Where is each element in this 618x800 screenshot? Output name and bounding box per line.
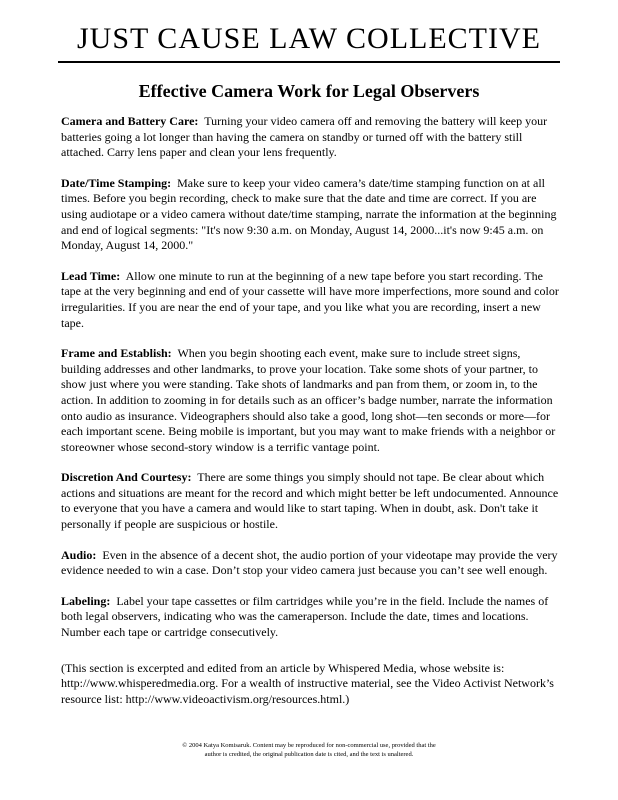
section-discretion-and-courtesy — [61, 470, 559, 532]
section-text: Allow one minute to run at the beginning of a new tape before you start recording. The tape at the very beginning and end of your cassette will have more imperfections, more sound and color irregularities. If you are near the end of your tape, and you like what you are recording, insert a new tape. — [61, 268, 559, 330]
section-labeling — [61, 594, 559, 641]
section-text: There are some things you simply should not tape. Be clear about which actions and situations are meant for the record and which might better be left undocumented. Announce to everyone that you have a camera and would like to start taping. When in doubt, ask. Don't take it personally if people are suspicious or hostile. — [61, 470, 559, 532]
section-heading: Audio: — [61, 547, 97, 562]
section-heading: Date/Time Stamping: — [61, 175, 172, 190]
organization-masthead: JUST CAUSE LAW COLLECTIVE — [77, 22, 541, 55]
section-heading: Labeling: — [61, 593, 111, 608]
section-text: When you begin shooting each event, make sure to include street signs, building addresses and other landmarks, to prove your location. Take some shots of your partner, to show just where you were standing. Take shots of landmarks and pan from them, or zoom in, to the action. In addition to zooming in for details such as an officer’s badge number, narrate the information onto audio as insurance. Videographers should also take a good, long shot—ten seconds or more—for each important scene. Being mobile is important, but you may want to make friends with a neighbor or storeowner whose second-story window is a terrific vantage point. — [61, 346, 556, 454]
copyright-line-1: © 2004 Katya Komisaruk. Content may be reproduced for non-commercial use, provided that the — [182, 742, 436, 749]
document-title: Effective Camera Work for Legal Observers — [138, 81, 480, 101]
section-heading: Lead Time: — [61, 268, 121, 283]
section-heading: Frame and Establish: — [61, 346, 172, 361]
section-audio — [61, 548, 559, 579]
copyright-line-2: author is credited, the original publication date is cited, and the text is unaltered. — [204, 751, 414, 758]
masthead-divider — [58, 61, 560, 63]
copyright-footer — [0, 741, 618, 759]
section-camera-battery-care — [61, 114, 559, 161]
section-date-time-stamping — [61, 176, 559, 254]
section-text: Even in the absence of a decent shot, the audio portion of your videotape may provide the very evidence needed to win a case. Don’t stop your video camera just because you can’t see well enough. — [61, 547, 558, 578]
section-heading: Discretion And Courtesy: — [61, 470, 192, 485]
section-frame-and-establish — [61, 346, 559, 455]
section-lead-time — [61, 269, 559, 331]
source-note: (This section is excerpted and edited from an article by Whispered Media, whose website is: http://www.whisperedmedia.org. For a wealth of instructive material, see the Video Activist Network’s resource list: http://www.videoactivism.org/resources.html.) — [61, 660, 554, 706]
section-text: Label your tape cassettes or film cartridges while you’re in the field. Include the names of both legal observers, indicating who was the cameraperson. Include the date, times and locations. Number each tape or cartridge consecutively. — [61, 593, 549, 640]
document-body — [61, 114, 559, 707]
section-heading: Camera and Battery Care: — [61, 114, 199, 128]
section-text: Make sure to keep your video camera’s date/time stamping function on at all times. Before you begin recording, check to make sure that the date and time are correct. If you are using audiotape or a video camera without date/time stamping, narrate the information at the beginning and end of logical segments: "It's now 9:30 a.m. on Monday, August 14, 2000...it's now 9:45 a.m. on Monday, August 14, 2000." — [61, 175, 557, 253]
section-text: Turning your video camera off and removing the battery will keep your batteries going a lot longer than having the camera on standby or turned off with the battery still attached. Carry lens paper and clean your lens frequently. — [61, 114, 548, 160]
